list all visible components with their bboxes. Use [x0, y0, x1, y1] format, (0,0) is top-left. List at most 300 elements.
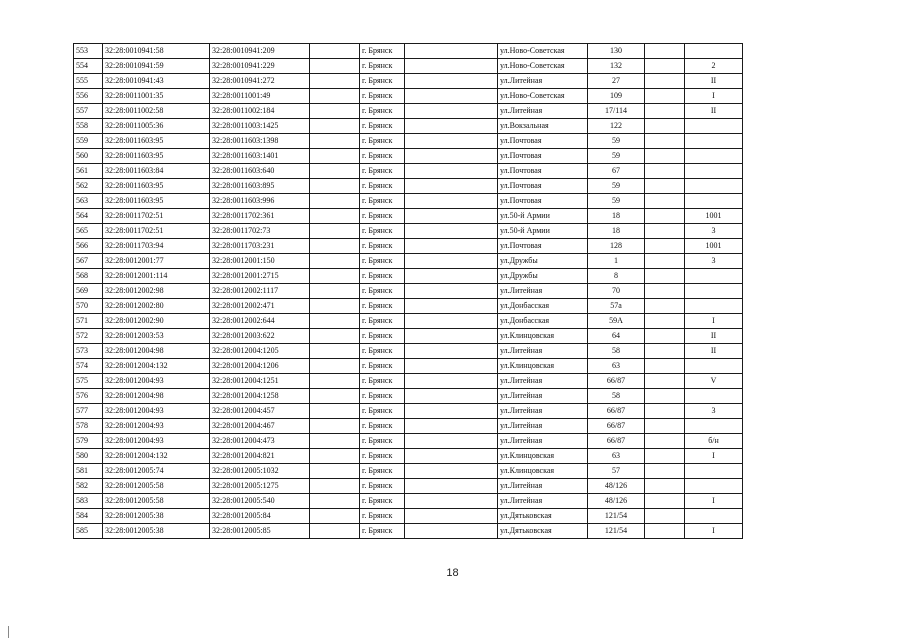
house-number-cell: 66/87 — [588, 434, 645, 449]
cadastral-number-cell: 32:28:0011603:1401 — [210, 149, 310, 164]
city-cell: г. Брянск — [360, 464, 405, 479]
empty-cell-b — [405, 149, 498, 164]
house-number-cell: 63 — [588, 449, 645, 464]
table-row — [74, 164, 743, 179]
street-cell: ул.Клинцовская — [498, 329, 588, 344]
empty-cell-a — [310, 479, 360, 494]
house-number-cell: 122 — [588, 119, 645, 134]
empty-cell-a — [310, 59, 360, 74]
city-cell: г. Брянск — [360, 254, 405, 269]
row-number-cell: 578 — [74, 419, 103, 434]
empty-cell-c — [645, 149, 685, 164]
empty-cell-b — [405, 254, 498, 269]
cadastral-number-cell: 32:28:0012004:821 — [210, 449, 310, 464]
empty-cell-b — [405, 494, 498, 509]
empty-cell-a — [310, 494, 360, 509]
city-cell: г. Брянск — [360, 209, 405, 224]
empty-cell-b — [405, 269, 498, 284]
city-cell: г. Брянск — [360, 179, 405, 194]
cadastral-number-cell: 32:28:0011603:895 — [210, 179, 310, 194]
cadastral-number-cell: 32:28:0012003:622 — [210, 329, 310, 344]
table-row — [74, 149, 743, 164]
cadastral-quarter-cell: 32:28:0011002:58 — [103, 104, 210, 119]
table-row — [74, 44, 743, 59]
empty-cell-b — [405, 299, 498, 314]
building-cell — [685, 419, 743, 434]
table-row — [74, 134, 743, 149]
street-cell: ул.50-й Армии — [498, 209, 588, 224]
street-cell: ул.Ново-Советская — [498, 59, 588, 74]
row-number-cell: 569 — [74, 284, 103, 299]
empty-cell-a — [310, 284, 360, 299]
street-cell: ул.Литейная — [498, 494, 588, 509]
street-cell: ул.Донбасская — [498, 314, 588, 329]
table-row — [74, 224, 743, 239]
house-number-cell: 66/87 — [588, 419, 645, 434]
empty-cell-b — [405, 44, 498, 59]
row-number-cell: 575 — [74, 374, 103, 389]
row-number-cell: 574 — [74, 359, 103, 374]
empty-cell-b — [405, 479, 498, 494]
building-cell: 1001 — [685, 239, 743, 254]
house-number-cell: 27 — [588, 74, 645, 89]
row-number-cell: 568 — [74, 269, 103, 284]
empty-cell-a — [310, 224, 360, 239]
street-cell: ул.Литейная — [498, 479, 588, 494]
city-cell: г. Брянск — [360, 59, 405, 74]
empty-cell-c — [645, 179, 685, 194]
row-number-cell: 576 — [74, 389, 103, 404]
building-cell: II — [685, 344, 743, 359]
street-cell: ул.Почтовая — [498, 194, 588, 209]
city-cell: г. Брянск — [360, 224, 405, 239]
cadastral-number-cell: 32:28:0011003:1425 — [210, 119, 310, 134]
table-row — [74, 104, 743, 119]
cadastral-quarter-cell: 32:28:0012005:38 — [103, 509, 210, 524]
city-cell: г. Брянск — [360, 329, 405, 344]
city-cell: г. Брянск — [360, 524, 405, 539]
cadastral-number-cell: 32:28:0011603:996 — [210, 194, 310, 209]
building-cell — [685, 479, 743, 494]
house-number-cell: 59 — [588, 194, 645, 209]
empty-cell-b — [405, 404, 498, 419]
empty-cell-b — [405, 179, 498, 194]
table-row — [74, 419, 743, 434]
table-row — [74, 284, 743, 299]
row-number-cell: 583 — [74, 494, 103, 509]
city-cell: г. Брянск — [360, 359, 405, 374]
row-number-cell: 566 — [74, 239, 103, 254]
building-cell: 2 — [685, 59, 743, 74]
city-cell: г. Брянск — [360, 74, 405, 89]
cadastral-quarter-cell: 32:28:0012005:58 — [103, 494, 210, 509]
empty-cell-c — [645, 344, 685, 359]
street-cell: ул.Вокзальная — [498, 119, 588, 134]
street-cell: ул.Дятьковская — [498, 509, 588, 524]
building-cell: II — [685, 329, 743, 344]
empty-cell-b — [405, 464, 498, 479]
cadastral-quarter-cell: 32:28:0012002:80 — [103, 299, 210, 314]
street-cell: ул.Литейная — [498, 104, 588, 119]
house-number-cell: 121/54 — [588, 524, 645, 539]
street-cell: ул.Литейная — [498, 374, 588, 389]
empty-cell-b — [405, 209, 498, 224]
cadastral-number-cell: 32:28:0012005:540 — [210, 494, 310, 509]
building-cell: II — [685, 104, 743, 119]
building-cell — [685, 119, 743, 134]
row-number-cell: 573 — [74, 344, 103, 359]
empty-cell-b — [405, 359, 498, 374]
street-cell: ул.Клинцовская — [498, 359, 588, 374]
empty-cell-c — [645, 119, 685, 134]
cadastral-number-cell: 32:28:0012001:2715 — [210, 269, 310, 284]
cadastral-number-cell: 32:28:0011001:49 — [210, 89, 310, 104]
empty-cell-b — [405, 524, 498, 539]
empty-cell-b — [405, 224, 498, 239]
row-number-cell: 555 — [74, 74, 103, 89]
cadastral-number-cell: 32:28:0012004:467 — [210, 419, 310, 434]
city-cell: г. Брянск — [360, 44, 405, 59]
cadastral-number-cell: 32:28:0010941:229 — [210, 59, 310, 74]
city-cell: г. Брянск — [360, 194, 405, 209]
cadastral-number-cell: 32:28:0012002:644 — [210, 314, 310, 329]
cadastral-quarter-cell: 32:28:0011702:51 — [103, 224, 210, 239]
row-number-cell: 572 — [74, 329, 103, 344]
row-number-cell: 562 — [74, 179, 103, 194]
building-cell — [685, 179, 743, 194]
building-cell: I — [685, 449, 743, 464]
empty-cell-a — [310, 419, 360, 434]
street-cell: ул.Литейная — [498, 389, 588, 404]
cadastral-quarter-cell: 32:28:0012003:53 — [103, 329, 210, 344]
building-cell — [685, 134, 743, 149]
street-cell: ул.Литейная — [498, 419, 588, 434]
cadastral-quarter-cell: 32:28:0012005:58 — [103, 479, 210, 494]
table-row — [74, 374, 743, 389]
row-number-cell: 584 — [74, 509, 103, 524]
cadastral-number-cell: 32:28:0011703:231 — [210, 239, 310, 254]
building-cell: 3 — [685, 254, 743, 269]
city-cell: г. Брянск — [360, 299, 405, 314]
empty-cell-c — [645, 134, 685, 149]
building-cell — [685, 464, 743, 479]
row-number-cell: 561 — [74, 164, 103, 179]
empty-cell-b — [405, 119, 498, 134]
cadastral-number-cell: 32:28:0012004:1206 — [210, 359, 310, 374]
empty-cell-a — [310, 254, 360, 269]
building-cell: V — [685, 374, 743, 389]
empty-cell-a — [310, 374, 360, 389]
building-cell — [685, 164, 743, 179]
table-row — [74, 434, 743, 449]
row-number-cell: 565 — [74, 224, 103, 239]
street-cell: ул.Почтовая — [498, 164, 588, 179]
empty-cell-a — [310, 104, 360, 119]
cadastral-number-cell: 32:28:0011702:73 — [210, 224, 310, 239]
street-cell: ул.Ново-Советская — [498, 44, 588, 59]
empty-cell-b — [405, 59, 498, 74]
empty-cell-b — [405, 164, 498, 179]
row-number-cell: 564 — [74, 209, 103, 224]
empty-cell-c — [645, 224, 685, 239]
building-cell — [685, 269, 743, 284]
building-cell — [685, 359, 743, 374]
street-cell: ул.Клинцовская — [498, 449, 588, 464]
empty-cell-c — [645, 479, 685, 494]
cadastral-number-cell: 32:28:0012005:1275 — [210, 479, 310, 494]
building-cell: 1001 — [685, 209, 743, 224]
cadastral-quarter-cell: 32:28:0011603:95 — [103, 179, 210, 194]
building-cell — [685, 389, 743, 404]
house-number-cell: 130 — [588, 44, 645, 59]
empty-cell-a — [310, 389, 360, 404]
empty-cell-c — [645, 314, 685, 329]
cadastral-number-cell: 32:28:0012002:471 — [210, 299, 310, 314]
margin-mark — [8, 626, 9, 638]
cadastral-number-cell: 32:28:0012005:1032 — [210, 464, 310, 479]
empty-cell-c — [645, 299, 685, 314]
cadastral-quarter-cell: 32:28:0012004:98 — [103, 389, 210, 404]
empty-cell-a — [310, 509, 360, 524]
table-row — [74, 329, 743, 344]
empty-cell-a — [310, 449, 360, 464]
table-row — [74, 464, 743, 479]
page-number: 18 — [446, 567, 459, 579]
city-cell: г. Брянск — [360, 164, 405, 179]
building-cell — [685, 284, 743, 299]
street-cell: ул.Клинцовская — [498, 464, 588, 479]
table-row — [74, 254, 743, 269]
empty-cell-a — [310, 314, 360, 329]
empty-cell-c — [645, 419, 685, 434]
cadastral-quarter-cell: 32:28:0011603:84 — [103, 164, 210, 179]
cadastral-number-cell: 32:28:0012004:1251 — [210, 374, 310, 389]
row-number-cell: 558 — [74, 119, 103, 134]
house-number-cell: 48/126 — [588, 494, 645, 509]
table-row — [74, 119, 743, 134]
empty-cell-c — [645, 89, 685, 104]
cadastral-number-cell: 32:28:0011002:184 — [210, 104, 310, 119]
empty-cell-a — [310, 164, 360, 179]
cadastral-quarter-cell: 32:28:0012001:114 — [103, 269, 210, 284]
city-cell: г. Брянск — [360, 284, 405, 299]
empty-cell-c — [645, 524, 685, 539]
empty-cell-b — [405, 389, 498, 404]
empty-cell-b — [405, 509, 498, 524]
registry-table-body — [74, 44, 743, 539]
empty-cell-b — [405, 194, 498, 209]
building-cell — [685, 44, 743, 59]
empty-cell-c — [645, 494, 685, 509]
row-number-cell: 563 — [74, 194, 103, 209]
table-row — [74, 314, 743, 329]
house-number-cell: 59 — [588, 149, 645, 164]
city-cell: г. Брянск — [360, 119, 405, 134]
city-cell: г. Брянск — [360, 89, 405, 104]
empty-cell-c — [645, 44, 685, 59]
building-cell: I — [685, 524, 743, 539]
city-cell: г. Брянск — [360, 134, 405, 149]
cadastral-number-cell: 32:28:0012005:84 — [210, 509, 310, 524]
table-row — [74, 509, 743, 524]
empty-cell-b — [405, 74, 498, 89]
city-cell: г. Брянск — [360, 314, 405, 329]
city-cell: г. Брянск — [360, 374, 405, 389]
house-number-cell: 59А — [588, 314, 645, 329]
city-cell: г. Брянск — [360, 404, 405, 419]
empty-cell-c — [645, 164, 685, 179]
cadastral-quarter-cell: 32:28:0012004:132 — [103, 359, 210, 374]
empty-cell-a — [310, 434, 360, 449]
table-row — [74, 404, 743, 419]
empty-cell-a — [310, 239, 360, 254]
empty-cell-b — [405, 374, 498, 389]
empty-cell-a — [310, 404, 360, 419]
cadastral-quarter-cell: 32:28:0012002:90 — [103, 314, 210, 329]
building-cell: 3 — [685, 404, 743, 419]
house-number-cell: 57а — [588, 299, 645, 314]
street-cell: ул.Дружбы — [498, 269, 588, 284]
house-number-cell: 66/87 — [588, 374, 645, 389]
empty-cell-c — [645, 194, 685, 209]
empty-cell-b — [405, 104, 498, 119]
empty-cell-c — [645, 329, 685, 344]
house-number-cell: 57 — [588, 464, 645, 479]
cadastral-quarter-cell: 32:28:0011603:95 — [103, 134, 210, 149]
street-cell: ул.Ново-Советская — [498, 89, 588, 104]
cadastral-quarter-cell: 32:28:0011603:95 — [103, 149, 210, 164]
building-cell — [685, 149, 743, 164]
empty-cell-b — [405, 284, 498, 299]
house-number-cell: 128 — [588, 239, 645, 254]
empty-cell-a — [310, 149, 360, 164]
cadastral-quarter-cell: 32:28:0010941:59 — [103, 59, 210, 74]
empty-cell-c — [645, 59, 685, 74]
table-row — [74, 194, 743, 209]
street-cell: ул.Почтовая — [498, 239, 588, 254]
empty-cell-a — [310, 44, 360, 59]
city-cell: г. Брянск — [360, 344, 405, 359]
building-cell — [685, 509, 743, 524]
cadastral-quarter-cell: 32:28:0012002:98 — [103, 284, 210, 299]
cadastral-quarter-cell: 32:28:0012001:77 — [103, 254, 210, 269]
cadastral-number-cell: 32:28:0012001:150 — [210, 254, 310, 269]
table-row — [74, 74, 743, 89]
cadastral-quarter-cell: 32:28:0012004:93 — [103, 419, 210, 434]
empty-cell-a — [310, 74, 360, 89]
building-cell: I — [685, 314, 743, 329]
empty-cell-c — [645, 374, 685, 389]
table-row — [74, 494, 743, 509]
table-row — [74, 269, 743, 284]
empty-cell-a — [310, 344, 360, 359]
cadastral-quarter-cell: 32:28:0012005:74 — [103, 464, 210, 479]
empty-cell-a — [310, 179, 360, 194]
empty-cell-c — [645, 239, 685, 254]
table-row — [74, 344, 743, 359]
empty-cell-a — [310, 269, 360, 284]
cadastral-number-cell: 32:28:0012004:1205 — [210, 344, 310, 359]
house-number-cell: 8 — [588, 269, 645, 284]
street-cell: ул.Дятьковская — [498, 524, 588, 539]
city-cell: г. Брянск — [360, 389, 405, 404]
table-row — [74, 524, 743, 539]
row-number-cell: 579 — [74, 434, 103, 449]
cadastral-number-cell: 32:28:0011603:1398 — [210, 134, 310, 149]
empty-cell-a — [310, 524, 360, 539]
house-number-cell: 48/126 — [588, 479, 645, 494]
empty-cell-c — [645, 449, 685, 464]
street-cell: ул.Литейная — [498, 344, 588, 359]
building-cell — [685, 299, 743, 314]
row-number-cell: 559 — [74, 134, 103, 149]
cadastral-quarter-cell: 32:28:0012004:132 — [103, 449, 210, 464]
table-row — [74, 389, 743, 404]
empty-cell-c — [645, 284, 685, 299]
table-row — [74, 299, 743, 314]
empty-cell-c — [645, 104, 685, 119]
cadastral-number-cell: 32:28:0012004:473 — [210, 434, 310, 449]
empty-cell-a — [310, 209, 360, 224]
building-cell: I — [685, 494, 743, 509]
table-row — [74, 359, 743, 374]
cadastral-number-cell: 32:28:0011603:640 — [210, 164, 310, 179]
empty-cell-a — [310, 329, 360, 344]
empty-cell-c — [645, 359, 685, 374]
street-cell: ул.Литейная — [498, 404, 588, 419]
city-cell: г. Брянск — [360, 419, 405, 434]
street-cell: ул.Почтовая — [498, 134, 588, 149]
row-number-cell: 580 — [74, 449, 103, 464]
cadastral-number-cell: 32:28:0012004:1258 — [210, 389, 310, 404]
cadastral-quarter-cell: 32:28:0012004:98 — [103, 344, 210, 359]
cadastral-quarter-cell: 32:28:0011001:35 — [103, 89, 210, 104]
building-cell: II — [685, 74, 743, 89]
cadastral-number-cell: 32:28:0012005:85 — [210, 524, 310, 539]
street-cell: ул.Донбасская — [498, 299, 588, 314]
house-number-cell: 1 — [588, 254, 645, 269]
empty-cell-a — [310, 194, 360, 209]
empty-cell-c — [645, 404, 685, 419]
empty-cell-b — [405, 134, 498, 149]
empty-cell-b — [405, 419, 498, 434]
empty-cell-c — [645, 269, 685, 284]
street-cell: ул.50-й Армии — [498, 224, 588, 239]
cadastral-quarter-cell: 32:28:0012004:93 — [103, 404, 210, 419]
empty-cell-b — [405, 434, 498, 449]
empty-cell-b — [405, 449, 498, 464]
city-cell: г. Брянск — [360, 494, 405, 509]
building-cell: б/н — [685, 434, 743, 449]
table-row — [74, 239, 743, 254]
table-row — [74, 179, 743, 194]
row-number-cell: 571 — [74, 314, 103, 329]
row-number-cell: 557 — [74, 104, 103, 119]
row-number-cell: 577 — [74, 404, 103, 419]
house-number-cell: 66/87 — [588, 404, 645, 419]
city-cell: г. Брянск — [360, 149, 405, 164]
house-number-cell: 17/114 — [588, 104, 645, 119]
row-number-cell: 585 — [74, 524, 103, 539]
street-cell: ул.Дружбы — [498, 254, 588, 269]
city-cell: г. Брянск — [360, 104, 405, 119]
row-number-cell: 581 — [74, 464, 103, 479]
cadastral-number-cell: 32:28:0010941:272 — [210, 74, 310, 89]
street-cell: ул.Почтовая — [498, 179, 588, 194]
street-cell: ул.Литейная — [498, 284, 588, 299]
empty-cell-a — [310, 134, 360, 149]
street-cell: ул.Почтовая — [498, 149, 588, 164]
